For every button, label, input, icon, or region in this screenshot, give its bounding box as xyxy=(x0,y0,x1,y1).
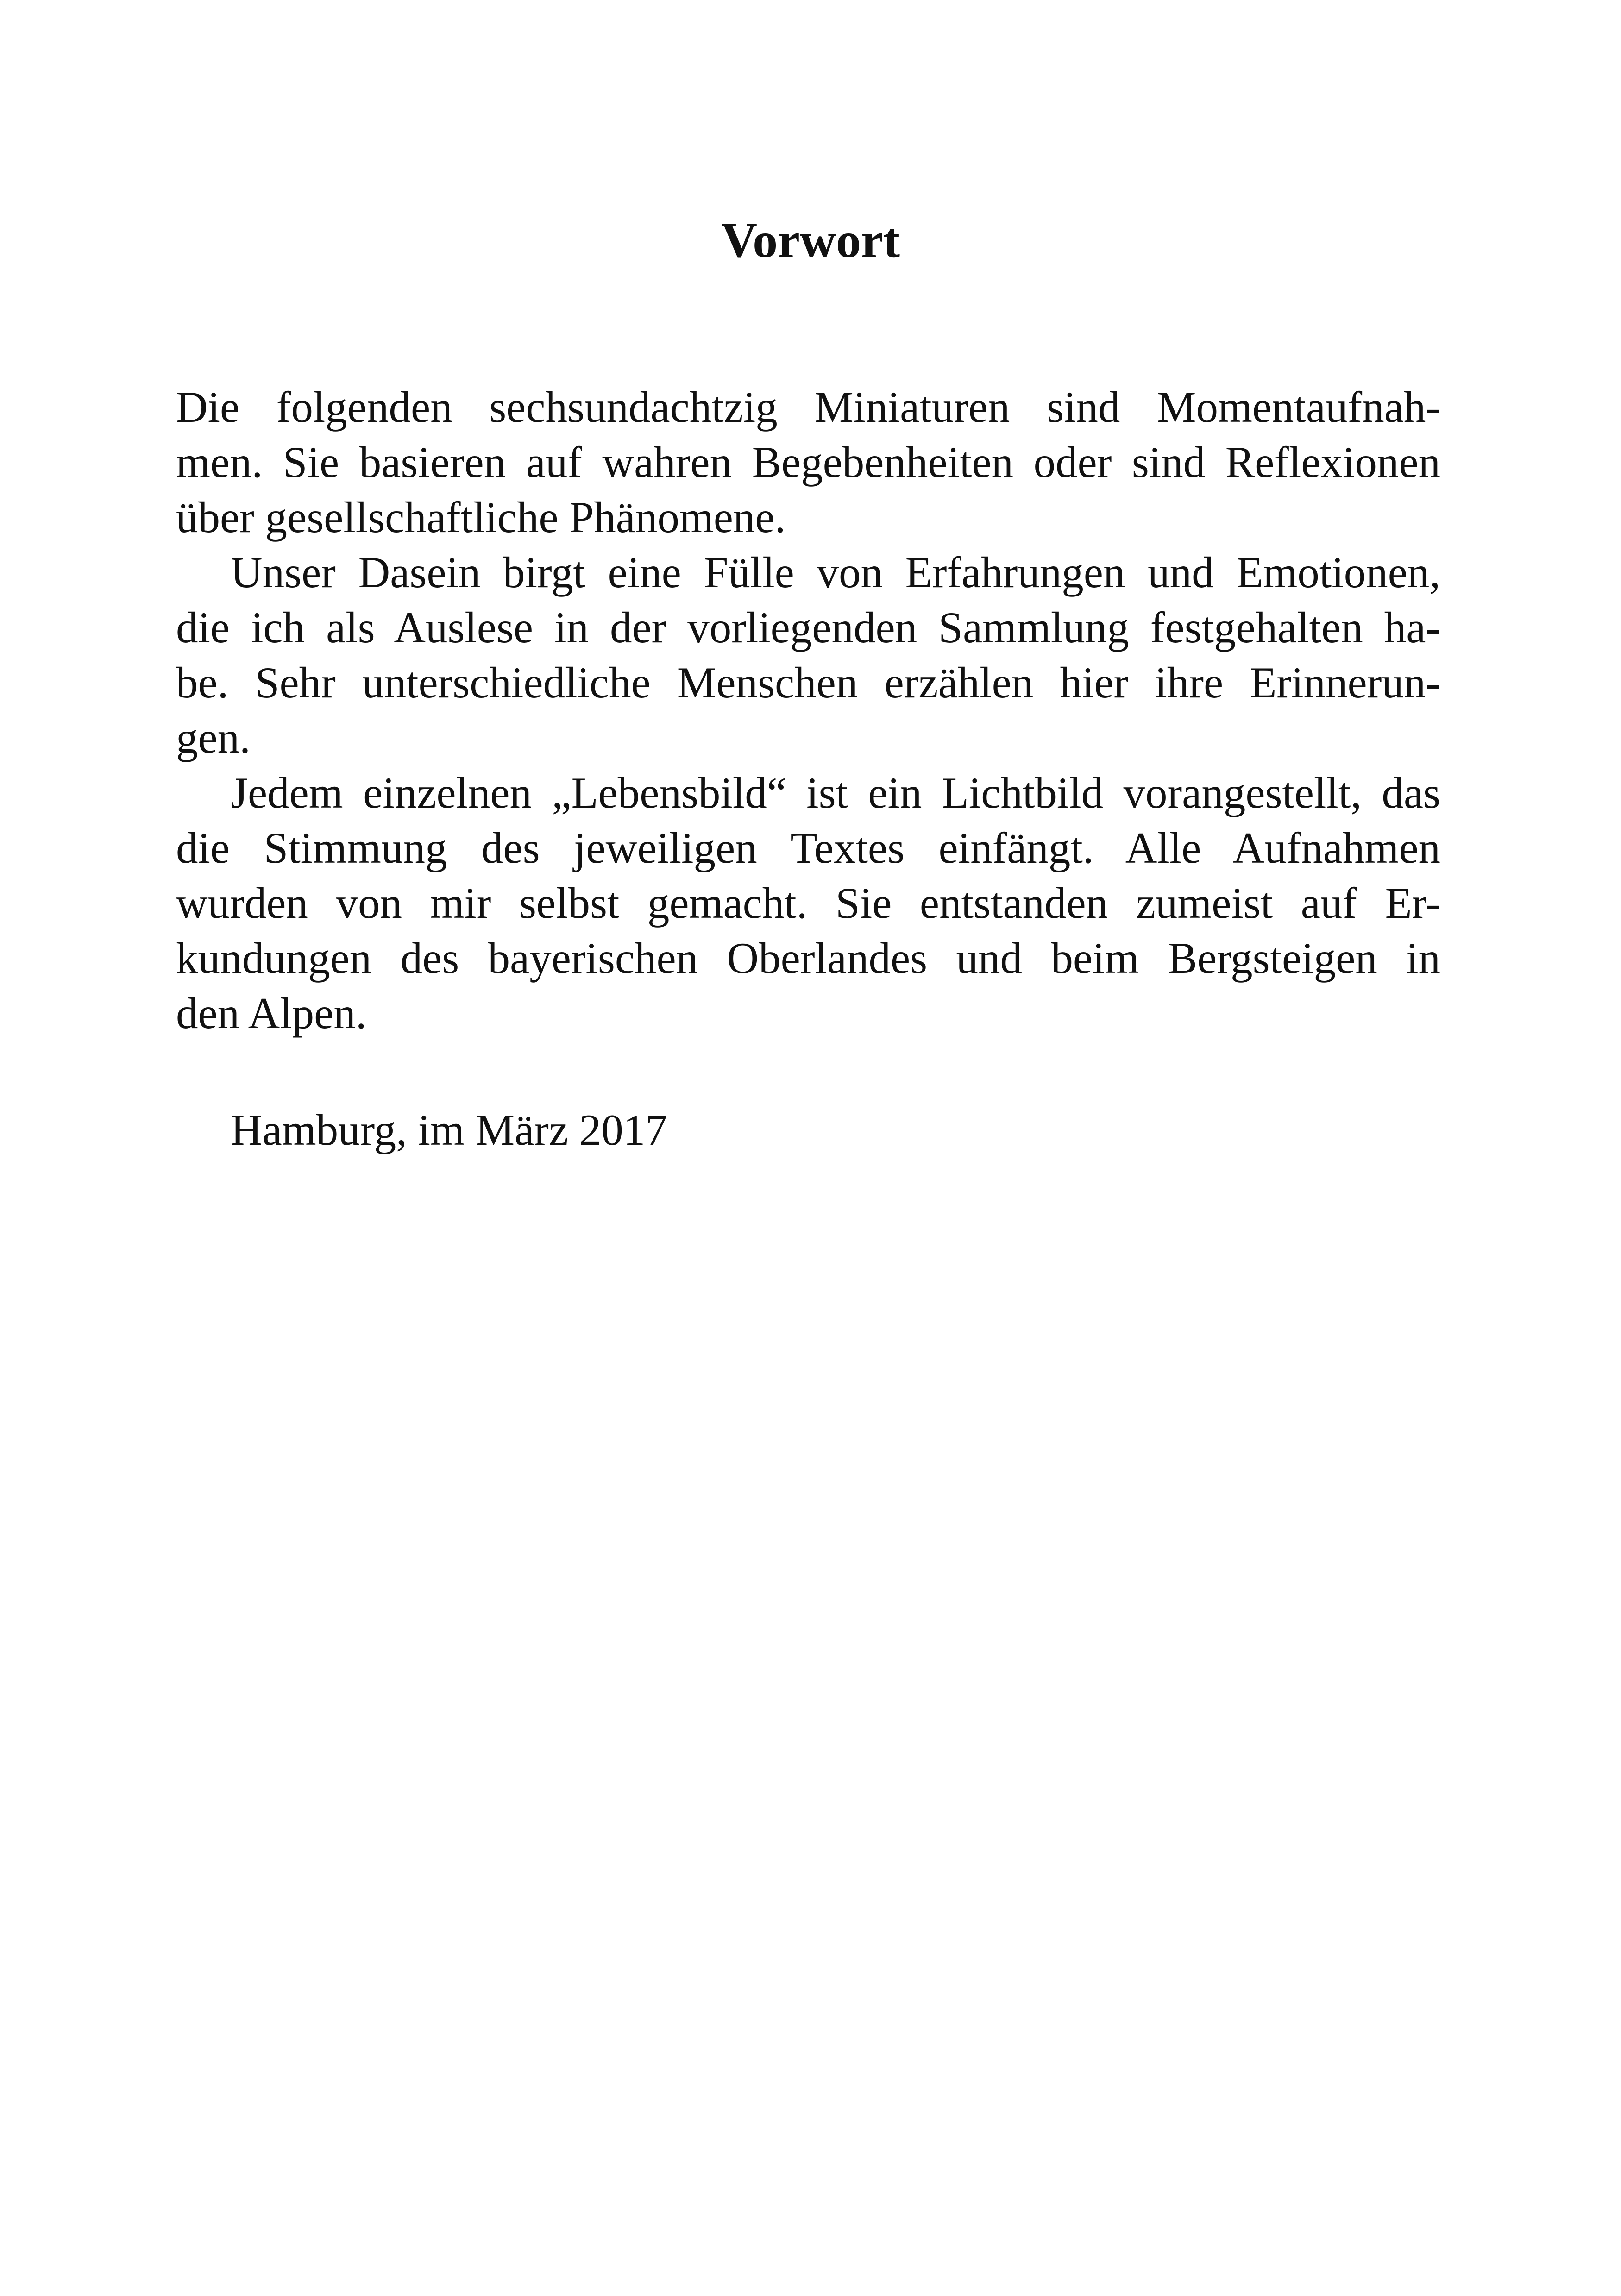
text-line: den Alpen. xyxy=(176,989,367,1038)
text-line: die ich als Auslese in der vorliegenden Sammlung festgehalten ha- xyxy=(176,603,1440,652)
paragraph xyxy=(176,765,1440,1041)
preface-body xyxy=(176,380,1440,1041)
place-date: Hamburg, im März 2017 xyxy=(231,1105,667,1154)
text-line: men. Sie basieren auf wahren Begebenheiten oder sind Reflexionen xyxy=(176,438,1440,487)
paragraph xyxy=(176,545,1440,765)
text-line: Die folgenden sechsundachtzig Miniaturen sind Momentaufnah- xyxy=(176,383,1440,432)
text-line: die Stimmung des jeweiligen Textes einfängt. Alle Aufnahmen xyxy=(176,823,1440,872)
text-line: über gesellschaftliche Phänomene. xyxy=(176,493,786,542)
text-line: be. Sehr unterschiedliche Menschen erzählen hier ihre Erinnerun- xyxy=(176,658,1440,707)
text-line: kundungen des bayerischen Oberlandes und beim Bergsteigen in xyxy=(176,934,1440,983)
text-line: gen. xyxy=(176,713,251,762)
page-title: Vorwort xyxy=(721,213,900,268)
text-line: Jedem einzelnen „Lebensbild“ ist ein Lichtbild vorangestellt, das xyxy=(231,768,1440,817)
text-line: Unser Dasein birgt eine Fülle von Erfahrungen und Emotionen, xyxy=(231,548,1440,597)
text-line: wurden von mir selbst gemacht. Sie entstanden zumeist auf Er- xyxy=(176,878,1440,928)
paragraph xyxy=(176,380,1440,545)
